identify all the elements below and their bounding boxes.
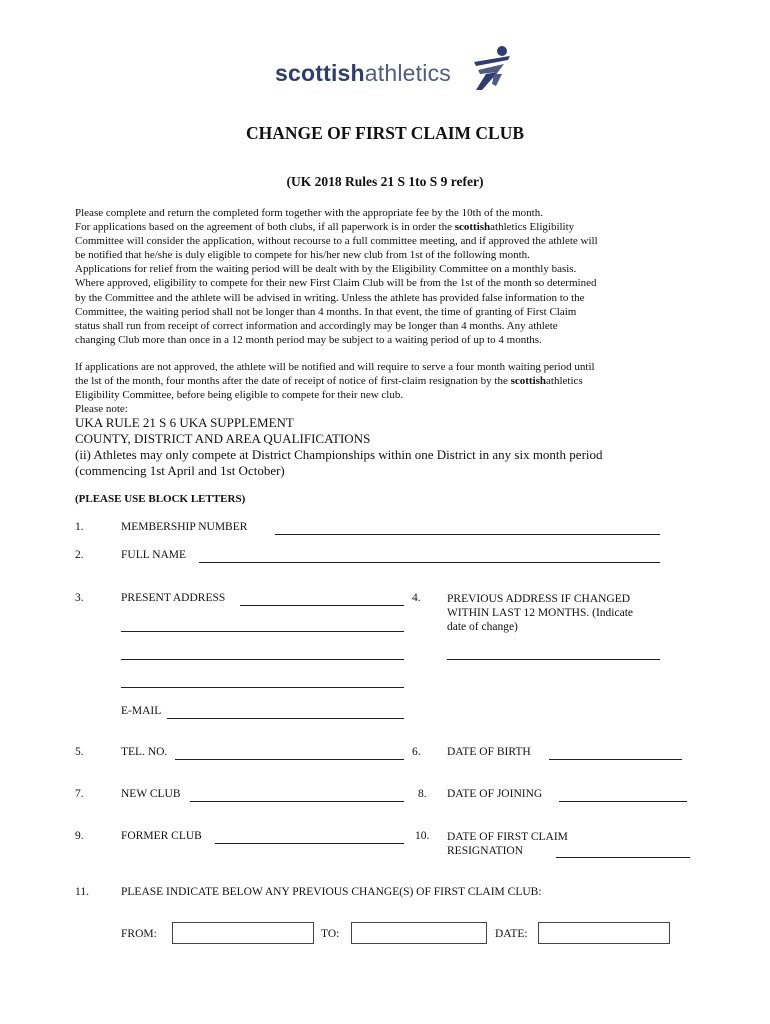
text-line: Applications for relief from the waiting period will be dealt with by the Eligibility Committee on a monthly basis. (75, 263, 577, 276)
rule-line: (commencing 1st April and 1st October) (75, 463, 285, 478)
date-of-joining-field[interactable] (559, 801, 687, 802)
text-line: changing Club more than once in a 12 month period may be subject to a waiting period of up to 4 months. (75, 333, 542, 346)
full-name-field[interactable] (199, 562, 660, 563)
membership-number-label: MEMBERSHIP NUMBER (121, 521, 248, 533)
text-line: For applications based on the agreement of both clubs, if all paperwork is in order the scottishathletics Eligibility (75, 221, 575, 234)
email-field[interactable] (167, 718, 404, 719)
text-line: Please complete and return the completed form together with the appropriate fee by the 10th of the month. (75, 207, 543, 219)
date-of-joining-label: DATE OF JOINING (447, 788, 543, 800)
from-input[interactable] (172, 922, 314, 944)
text-line: status shall run from receipt of correct information and accordingly may be longer than 4 months. Any athlete (75, 319, 558, 332)
new-club-field[interactable] (190, 801, 404, 802)
field-number: 7. (75, 788, 84, 800)
text-line: Eligibility Committee, before being eligible to compete for their new club. (75, 389, 404, 402)
text-line: Committee will consider the application, without recourse to a full committee meeting, and if approved the athlete will (75, 235, 598, 248)
dob-label: DATE OF BIRTH (447, 746, 531, 758)
new-club-label: NEW CLUB (121, 788, 181, 800)
block-letters-note: (PLEASE USE BLOCK LETTERS) (75, 493, 246, 505)
dob-field[interactable] (549, 759, 682, 760)
present-address-line-4[interactable] (121, 687, 404, 688)
previous-address-label: PREVIOUS ADDRESS IF CHANGED WITHIN LAST 12 MONTHS. (Indicate date of change) (447, 593, 633, 633)
tel-label: TEL. NO. (121, 746, 168, 758)
rule-line: (ii) Athletes may only compete at District Championships within one District in any six month period (75, 447, 603, 462)
field-number: 10. (415, 830, 430, 842)
membership-number-field[interactable] (275, 534, 660, 535)
first-claim-resignation-field[interactable] (556, 857, 690, 858)
logo-light: athletics (364, 60, 451, 86)
page-subtitle: (UK 2018 Rules 21 S 1to S 9 refer) (286, 174, 484, 189)
date-input[interactable] (538, 922, 670, 944)
intro-paragraph-1 (75, 206, 696, 347)
rule-line: UKA RULE 21 S 6 UKA SUPPLEMENT (75, 415, 294, 430)
rule-block (75, 415, 696, 479)
previous-changes-label: PLEASE INDICATE BELOW ANY PREVIOUS CHANGE(S) OF FIRST CLAIM CLUB: (121, 886, 542, 898)
to-input[interactable] (351, 922, 487, 944)
field-number: 8. (418, 788, 427, 800)
field-number: 6. (412, 746, 421, 758)
field-number: 11. (75, 886, 89, 898)
date-label: DATE: (495, 928, 528, 940)
full-name-label: FULL NAME (121, 549, 187, 561)
running-figure-icon (458, 44, 518, 94)
field-number: 5. (75, 746, 84, 758)
to-label: TO: (321, 928, 340, 940)
intro-paragraph-2 (75, 360, 696, 416)
previous-address-field[interactable] (447, 659, 660, 660)
present-address-label: PRESENT ADDRESS (121, 592, 226, 604)
from-label: FROM: (121, 928, 157, 940)
present-address-line-1[interactable] (240, 605, 404, 606)
brand-logo (275, 60, 451, 87)
field-number: 3. (75, 592, 84, 604)
logo-bold: scottish (275, 60, 365, 86)
text-line: Where approved, eligibility to compete for their new First Claim Club will be from the 1st of the month so determined (75, 277, 597, 290)
text-line: Please note: (75, 403, 128, 416)
text-line: the lst of the month, four months after the date of receipt of notice of first-claim resignation by the scottishathletics (75, 375, 583, 388)
field-number: 1. (75, 521, 84, 533)
former-club-field[interactable] (215, 843, 404, 844)
field-number: 9. (75, 830, 84, 842)
text-line: If applications are not approved, the athlete will be notified and will require to serve a four month waiting period until (75, 361, 595, 373)
page-title: CHANGE OF FIRST CLAIM CLUB (245, 123, 525, 143)
tel-field[interactable] (175, 759, 404, 760)
field-number: 2. (75, 549, 84, 561)
text-line: by the Committee and the athlete will be advised in writing. Unless the athlete has provided false information to the (75, 291, 585, 304)
text-line: be notified that he/she is duly eligible to compete for his/her new club from 1st of the following month. (75, 249, 530, 262)
rule-line: COUNTY, DISTRICT AND AREA QUALIFICATIONS (75, 431, 371, 446)
email-label: E-MAIL (121, 705, 162, 717)
former-club-label: FORMER CLUB (121, 830, 202, 842)
present-address-line-3[interactable] (121, 659, 404, 660)
present-address-line-2[interactable] (121, 631, 404, 632)
text-line: Committee, the waiting period shall not be longer than 4 months. In that event, the time of granting of First Claim (75, 305, 577, 318)
first-claim-resignation-label: DATE OF FIRST CLAIM RESIGNATION (447, 831, 568, 857)
field-number: 4. (412, 592, 421, 604)
